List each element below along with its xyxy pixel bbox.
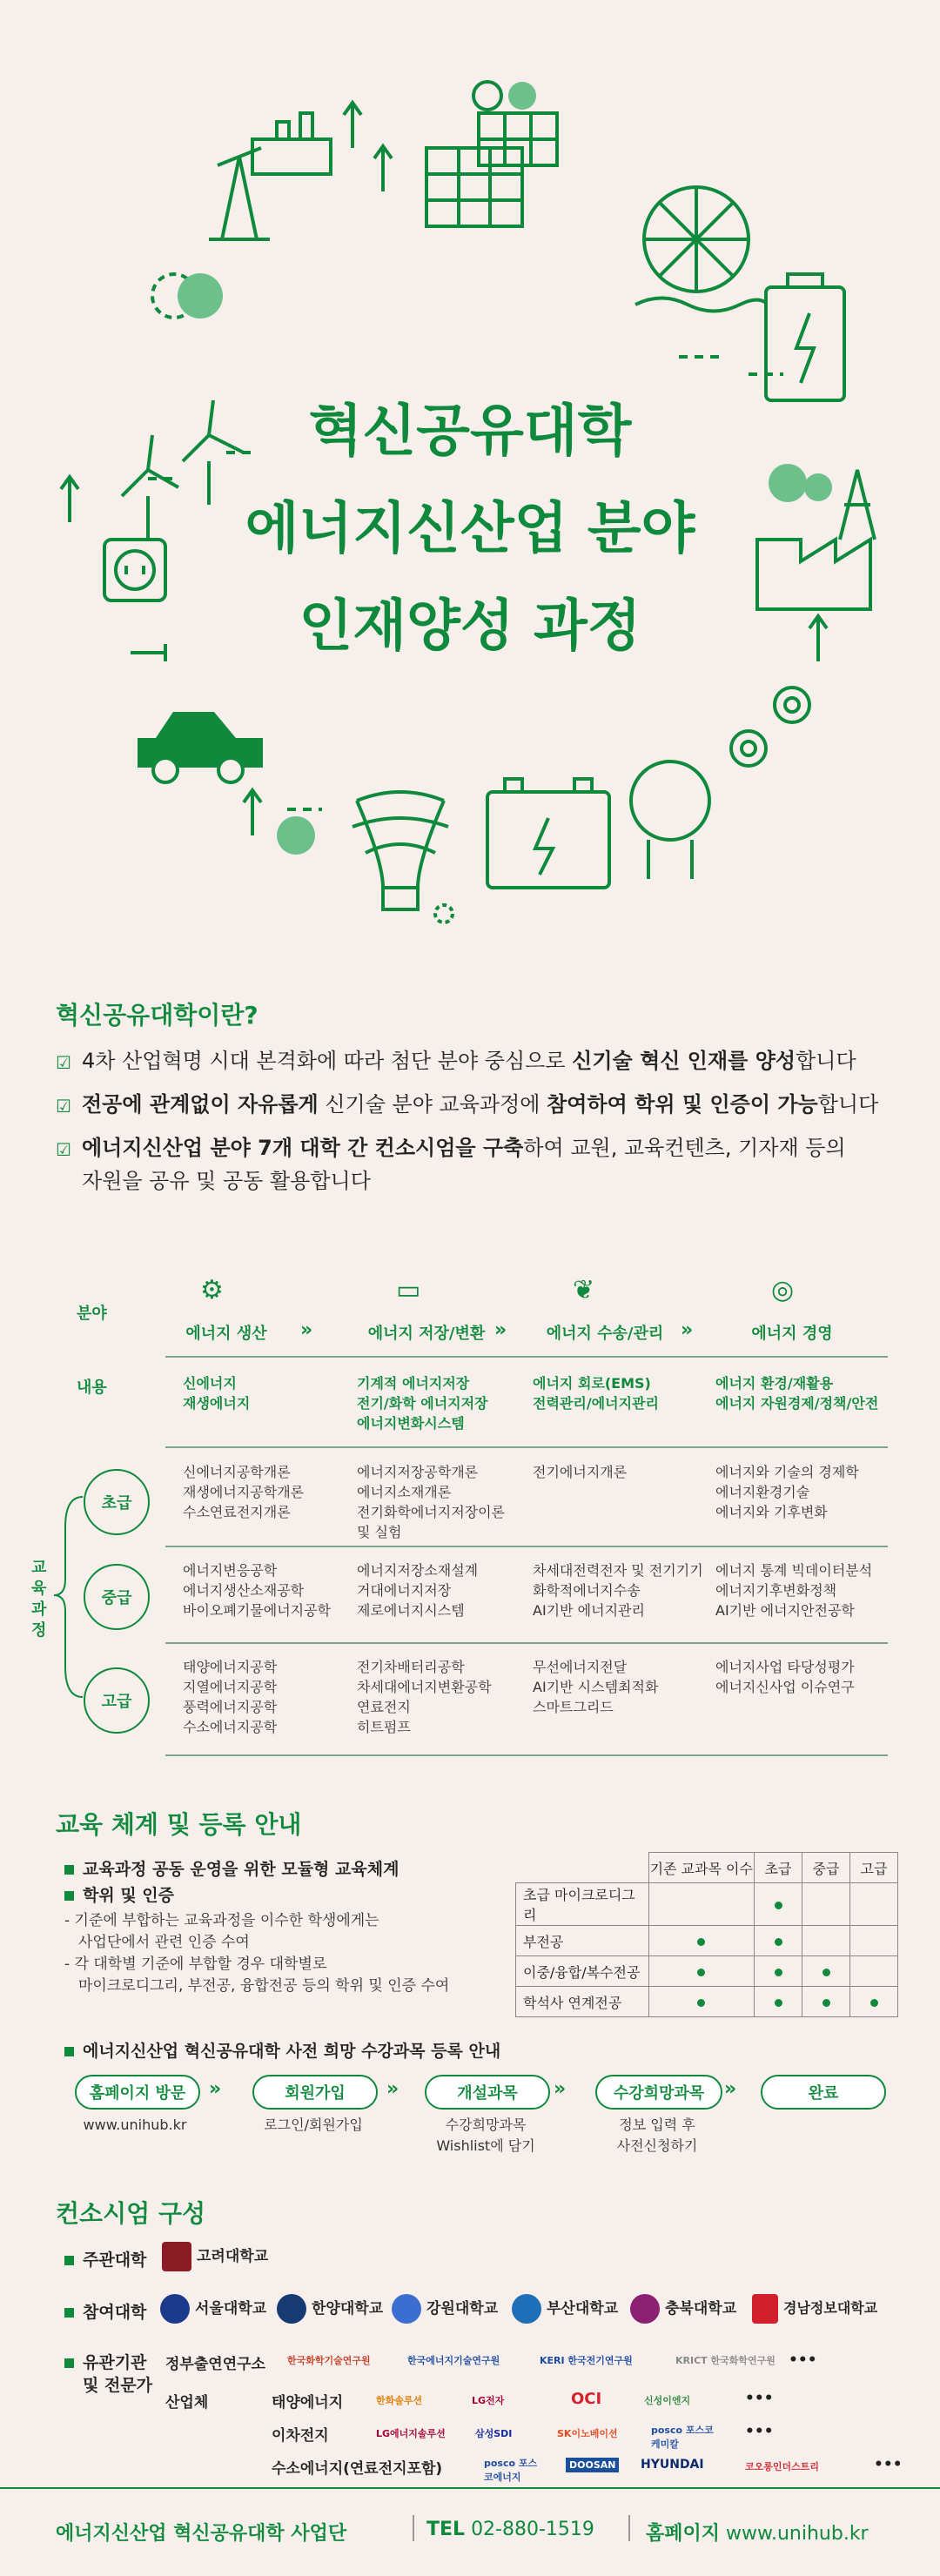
table-header-row bbox=[516, 1853, 898, 1883]
table-row: 이중/융합/복수전공 bbox=[516, 1956, 898, 1987]
content-cell: 기계적 에너지저장 전기/화학 에너지저장 에너지변화시스템 bbox=[357, 1375, 488, 1432]
hero-title-line3: 인재양성 과정 bbox=[299, 594, 641, 659]
label-edu-course: 교육과정 bbox=[31, 1559, 47, 1640]
course-cell: 에너지와 기술의 경제학 에너지환경기술 에너지와 기후변화 bbox=[715, 1464, 859, 1520]
more-icon: ••• bbox=[789, 2351, 817, 2369]
course-cell: 태양에너지공학 지열에너지공학 풍력에너지공학 수소에너지공학 bbox=[183, 1659, 278, 1735]
gov-institutes-label: 정부출연연구소 bbox=[165, 2356, 265, 2373]
content-cell: 에너지 회로(EMS) 전력관리/에너지관리 bbox=[533, 1375, 659, 1412]
double-chevron-icon: » bbox=[494, 1319, 507, 1341]
content-cell: 신에너지 재생에너지 bbox=[183, 1375, 251, 1412]
univ-logo-kangwon: 강원대학교 bbox=[392, 2294, 498, 2324]
org-logo: posco 포스코케미칼 bbox=[651, 2425, 714, 2450]
table-row: 부전공 bbox=[516, 1926, 898, 1956]
registration-heading: 에너지신산업 혁신공유대학 사전 희망 수강과목 등록 안내 bbox=[64, 2038, 500, 2062]
secondary-battery-label: 이차전지 bbox=[272, 2427, 329, 2445]
about-bullet-1: ☑ 4차 산업혁명 시대 본격화에 따라 첨단 분야 중심으로 신기술 혁신 인재를 양성합니다 bbox=[56, 1044, 900, 1079]
table-header: 초급 bbox=[755, 1853, 802, 1883]
step-visit-homepage[interactable]: 홈페이지 방문 bbox=[75, 2075, 200, 2110]
edu-modular-heading: 교육과정 공동 운영을 위한 모듈형 교육체계 bbox=[64, 1856, 399, 1880]
org-logo: OCI bbox=[571, 2390, 602, 2408]
step-signup[interactable]: 회원가입 bbox=[252, 2075, 378, 2110]
label-content: 내용 bbox=[77, 1379, 107, 1397]
col-energy-management: 에너지 경영 bbox=[751, 1325, 833, 1343]
step-desc: www.unihub.kr bbox=[83, 2116, 187, 2133]
divider bbox=[165, 1546, 888, 1547]
label-field: 분야 bbox=[77, 1305, 107, 1323]
org-logo: 한국에너지기술연구원 bbox=[407, 2355, 500, 2366]
edu-title: 교육 체계 및 등록 안내 bbox=[56, 1810, 302, 1839]
double-chevron-icon: » bbox=[300, 1319, 313, 1341]
divider bbox=[165, 1446, 888, 1448]
org-logo: posco 포스코에너지 bbox=[484, 2458, 538, 2483]
double-chevron-icon: » bbox=[681, 1319, 694, 1341]
table-header: 고급 bbox=[850, 1853, 898, 1883]
step-desc: 정보 입력 후 사전신청하기 bbox=[616, 2116, 698, 2154]
double-chevron-icon: » bbox=[386, 2078, 400, 2100]
lead-university-label: 주관대학 bbox=[64, 2247, 146, 2271]
univ-logo-pusan: 부산대학교 bbox=[512, 2294, 618, 2324]
solar-panel-icon bbox=[426, 82, 557, 226]
footer-homepage[interactable]: 홈페이지 www.unihub.kr bbox=[646, 2523, 869, 2545]
factory-icon bbox=[209, 103, 361, 239]
org-logo: DOOSAN bbox=[566, 2458, 619, 2472]
battery-plug-icon bbox=[487, 761, 709, 888]
plant-icon: ❦ bbox=[573, 1275, 595, 1305]
battery-icon: ▭ bbox=[396, 1275, 421, 1305]
level-advanced: 고급 bbox=[84, 1667, 150, 1734]
bulb-icon: ◎ bbox=[771, 1275, 795, 1305]
col-energy-production: 에너지 생산 bbox=[185, 1325, 267, 1343]
level-beginner: 초급 bbox=[84, 1469, 150, 1535]
univ-logo-chungbuk: 충북대학교 bbox=[630, 2294, 736, 2324]
org-logo: 신성이엔지 bbox=[644, 2395, 691, 2406]
step-wish-courses[interactable]: 수강희망과목 bbox=[595, 2075, 722, 2110]
more-icon: ••• bbox=[745, 2390, 774, 2407]
industry-label: 산업체 bbox=[165, 2394, 209, 2412]
footer-tel: TEL 02-880-1519 bbox=[426, 2519, 594, 2540]
course-cell: 신에너지공학개론 재생에너지공학개론 수소연료전지개론 bbox=[183, 1464, 305, 1520]
step-desc: 수강희망과목 Wishlist에 담기 bbox=[436, 2116, 535, 2154]
more-icon: ••• bbox=[745, 2423, 774, 2440]
check-icon: ☑ bbox=[56, 1052, 71, 1073]
double-chevron-icon: » bbox=[724, 2078, 737, 2100]
course-cell: 무선에너지전달 AI기반 시스템최적화 스마트그리드 bbox=[533, 1659, 659, 1715]
table-row: 초급 마이크로디그리 bbox=[516, 1883, 898, 1926]
divider bbox=[165, 1356, 888, 1358]
related-org-label: 유관기관 및 전문가 bbox=[64, 2351, 152, 2397]
org-logo: KRICT 한국화학연구원 bbox=[675, 2355, 776, 2366]
org-logo: LG전자 bbox=[472, 2395, 505, 2406]
org-logo: HYUNDAI bbox=[641, 2458, 704, 2472]
about-bullets bbox=[56, 1044, 900, 1206]
table-header: 중급 bbox=[802, 1853, 850, 1883]
footer-separator bbox=[413, 2515, 414, 2541]
level-intermediate: 중급 bbox=[84, 1564, 150, 1630]
hydrogen-energy-label: 수소에너지(연료전지포함) bbox=[272, 2460, 443, 2478]
brace-icon bbox=[52, 1493, 87, 1701]
about-title: 혁신공유대학이란? bbox=[56, 1001, 258, 1030]
org-logo: LG에너지솔루션 bbox=[376, 2428, 446, 2439]
org-logo: 한화솔루션 bbox=[376, 2395, 423, 2406]
course-cell: 차세대전력전자 및 전기기기 화학적에너지수송 AI기반 에너지관리 bbox=[533, 1562, 703, 1619]
water-wheel-icon bbox=[635, 187, 766, 312]
org-logo: 삼성SDI bbox=[475, 2428, 513, 2439]
double-chevron-icon: » bbox=[209, 2078, 222, 2100]
participating-university-label: 참여대학 bbox=[64, 2299, 146, 2323]
course-cell: 전기에너지개론 bbox=[533, 1464, 628, 1480]
divider bbox=[165, 1642, 888, 1644]
course-cell: 에너지사업 타당성평가 에너지신사업 이슈연구 bbox=[715, 1659, 855, 1695]
footer-divider bbox=[0, 2487, 940, 2489]
course-cell: 에너지변응공학 에너지생산소재공학 바이오폐기물에너지공학 bbox=[183, 1562, 332, 1619]
consortium-title: 컨소시엄 구성 bbox=[56, 2199, 206, 2228]
course-cell: 에너지저장소재설계 거대에너지저장 제로에너지시스템 bbox=[357, 1562, 479, 1619]
univ-logo-seoul: 서울대학교 bbox=[160, 2294, 266, 2324]
course-cell: 에너지저장공학개론 에너지소재개론 전기화학에너지저장이론 및 실험 bbox=[357, 1464, 506, 1540]
table-row: 학석사 연계전공 bbox=[516, 1987, 898, 2017]
hero-title-line1: 혁신공유대학 bbox=[308, 399, 632, 464]
course-cell: 전기차배터리공학 차세대에너지변환공학 연료전지 히트펌프 bbox=[357, 1659, 492, 1735]
footer-separator bbox=[628, 2515, 630, 2541]
about-bullet-2: ☑ 전공에 관계없이 자유롭게 신기술 분야 교육과정에 참여하여 학위 및 인증이 가능합니다 bbox=[56, 1088, 900, 1123]
content-cell: 에너지 환경/재활용 에너지 자원경제/정책/안전 bbox=[715, 1375, 879, 1412]
course-cell: 에너지 통계 빅데이터분석 에너지기후변화정책 AI기반 에너지안전공학 bbox=[715, 1562, 873, 1619]
certification-table bbox=[515, 1852, 898, 2017]
edu-degree-heading: 학위 및 인증 bbox=[64, 1882, 174, 1906]
gear-icon bbox=[731, 688, 809, 766]
col-energy-transport: 에너지 수송/관리 bbox=[546, 1325, 664, 1343]
step-open-courses[interactable]: 개설과목 bbox=[425, 2075, 550, 2110]
solar-energy-label: 태양에너지 bbox=[272, 2394, 344, 2412]
light-bulb-icon bbox=[352, 792, 448, 909]
about-bullet-3: ☑ 에너지신산업 분야 7개 대학 간 컨소시엄을 구축하여 교원, 교육컨텐츠, 기자재 등의 자원을 공유 및 공동 활용합니다 bbox=[56, 1131, 900, 1197]
step-complete[interactable]: 완료 bbox=[761, 2075, 886, 2110]
hero-title-line2: 에너지신산업 분야 bbox=[245, 497, 695, 561]
footer-org: 에너지신산업 혁신공유대학 사업단 bbox=[56, 2523, 347, 2545]
korea-univ-logo: 고려대학교 bbox=[162, 2242, 268, 2271]
org-logo: SK이노베이션 bbox=[557, 2428, 618, 2439]
org-logo: 한국화학기술연구원 bbox=[287, 2355, 371, 2366]
col-energy-storage: 에너지 저장/변환 bbox=[367, 1325, 486, 1343]
more-icon: ••• bbox=[874, 2456, 903, 2473]
hero-title bbox=[0, 383, 940, 675]
battery-icon bbox=[766, 274, 844, 400]
check-icon: ☑ bbox=[56, 1139, 71, 1160]
org-logo: KERI 한국전기연구원 bbox=[540, 2355, 633, 2366]
step-desc: 로그인/회원가입 bbox=[264, 2116, 363, 2133]
univ-logo-hanyang: 한양대학교 bbox=[277, 2294, 383, 2324]
gear-icon: ⚙ bbox=[200, 1275, 224, 1305]
check-icon: ☑ bbox=[56, 1096, 71, 1117]
double-chevron-icon: » bbox=[554, 2078, 567, 2100]
org-logo: 코오롱인더스트리 bbox=[745, 2461, 820, 2472]
edu-degree-desc: - 기준에 부합하는 교육과정을 이수한 학생에게는 사업단에서 관련 인증 수여 - 각 대학별 기준에 부합할 경우 대학별로 마이크로디그리, 부전공, 융합전공 등의 학위 및 인증 수여 bbox=[64, 1912, 450, 1995]
divider bbox=[165, 1754, 888, 1756]
table-header: 기존 교과목 이수 bbox=[648, 1853, 755, 1883]
univ-logo-kit: 경남정보대학교 bbox=[752, 2294, 877, 2324]
